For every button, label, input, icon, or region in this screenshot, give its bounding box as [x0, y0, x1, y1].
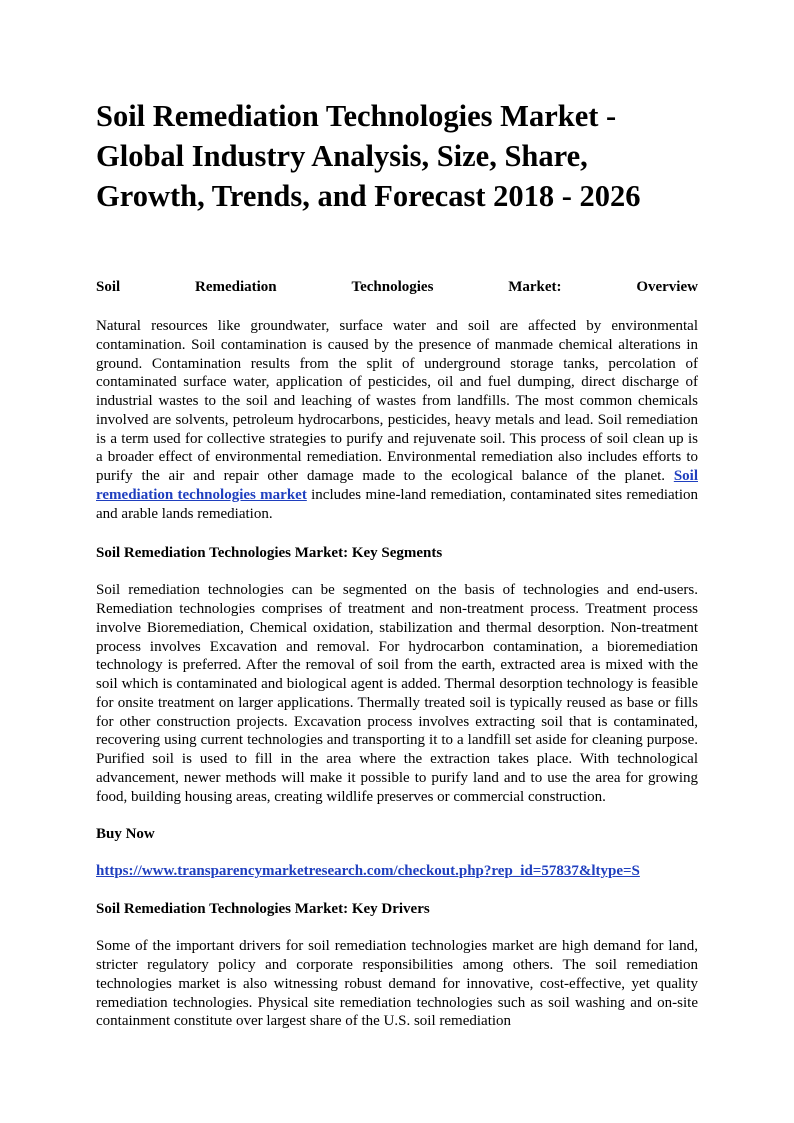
- overview-heading: [96, 278, 698, 297]
- buy-now-label: Buy Now: [96, 826, 155, 843]
- overview-paragraph: [96, 317, 698, 523]
- overview-text-after-link: includes mine-land remediation, contaminated sites remediation and arable lands remediation.: [96, 486, 699, 522]
- overview-heading-word: Technologies: [351, 279, 434, 295]
- segments-paragraph: Soil remediation technologies can be segmented on the basis of technologies and end-users. Remediation technologies comprises of treatment and non-treatment process. Treatment process involve Bioremediation, Chemical oxidation, stabilization and thermal desorption. Non-treatment process involves Excavation and removal. For hydrocarbon contamination, a bioremediation technology is preferred. After the removal of soil from the earth, extracted area is mixed with the soil which is contaminated and biological agent is added. Thermal desorption technology is feasible for onsite treatment on larger applications. Thermally treated soil is typically reused as base or fills for other construction projects. Excavation process involves extracting soil that is contaminated, recovering using current technologies and transporting it to a landfill set aside for cleaning purpose. Purified soil is used to fill in the area where the extraction takes place. With technological advancement, newer methods will make it possible to purify land and to use the area for growing food, building housing areas, creating wildlife preserves or commercial construction.: [96, 582, 698, 805]
- checkout-link-line: [96, 862, 698, 881]
- segments-heading: Soil Remediation Technologies Market: Key Segments: [96, 545, 443, 562]
- drivers-heading: Soil Remediation Technologies Market: Key Drivers: [96, 901, 430, 918]
- overview-heading-word: Overview: [636, 279, 698, 295]
- document-content: [96, 96, 698, 1031]
- market-report-link[interactable]: Soil remediation technologies market: [96, 468, 698, 503]
- overview-heading-word: Remediation: [194, 279, 277, 295]
- document-title: Soil Remediation Technologies Market - Global Industry Analysis, Size, Share, Growth, Trends, and Forecast 2018 - 2026: [96, 99, 641, 213]
- drivers-paragraph: Some of the important drivers for soil remediation technologies market are high demand for land, stricter regulatory policy and corporate responsibilities among others. The soil remediation technologies market is also witnessing robust demand for innovative, cost-effective, yet quality remediation technologies. Physical site remediation technologies such as soil washing and on-site containment constitute over largest share of the U.S. soil remediation: [96, 938, 698, 1030]
- overview-heading-word: Soil: [96, 279, 121, 295]
- checkout-link[interactable]: https://www.transparencymarketresearch.com/checkout.php?rep_id=57837&ltype=S: [96, 863, 640, 880]
- overview-text-before-link: Natural resources like groundwater, surface water and soil are affected by environmental contamination. Soil contamination is caused by the presence of manmade chemical alterations in ground. Contamination results from the split of underground storage tanks, percolation of contaminated surface water, application of pesticides, oil and fuel dumping, direct discharge of industrial wastes to the soil and leaching of wastes from landfills. The most common chemicals involved are solvents, petroleum hydrocarbons, pesticides, heavy metals and lead. Soil remediation is a term used for collective strategies to purify and rejuvenate soil. This process of soil clean up is a broader effect of environmental remediation. Environmental remediation also includes efforts to purify the air and repair other damage made to the ecological balance of the planet.: [96, 318, 698, 484]
- overview-heading-word: Market:: [508, 279, 562, 295]
